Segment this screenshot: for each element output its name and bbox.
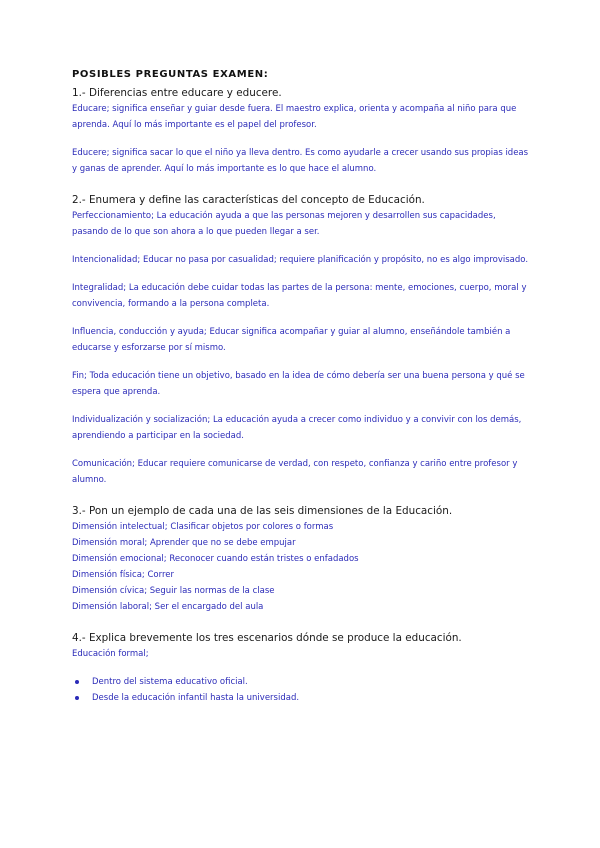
q2-answer-integralidad: Integralidad; La educación debe cuidar todas las partes de la persona: mente, emociones, cuerpo, moral y convivencia, formando a la persona completa.	[72, 283, 527, 309]
document-heading: POSIBLES PREGUNTAS EXAMEN:	[72, 69, 269, 80]
q3-dimension-fisica: Dimensión física; Correr	[72, 570, 174, 580]
document-page	[72, 68, 532, 706]
q2-answer-intencionalidad: Intencionalidad; Educar no pasa por casualidad; requiere planificación y propósito, no es algo improvisado.	[72, 255, 529, 265]
question-3: 3.- Pon un ejemplo de cada una de las seis dimensiones de la Educación.	[72, 505, 453, 517]
bullet-icon	[75, 680, 79, 684]
question-4: 4.- Explica brevemente los tres escenarios dónde se produce la educación.	[72, 632, 462, 644]
list-item	[72, 690, 532, 706]
q3-dimension-emocional: Dimensión emocional; Reconocer cuando están tristes o enfadados	[72, 554, 359, 564]
question-1: 1.- Diferencias entre educare y educere.	[72, 87, 282, 99]
q3-dimension-intelectual: Dimensión intelectual; Clasificar objetos por colores o formas	[72, 522, 334, 532]
question-2: 2.- Enumera y define las características del concepto de Educación.	[72, 194, 425, 206]
q1-answer-educare: Educare; significa enseñar y guiar desde fuera. El maestro explica, orienta y acompaña al niño para que aprenda. Aquí lo más importante es el papel del profesor.	[72, 104, 517, 130]
q2-answer-comunicacion: Comunicación; Educar requiere comunicarse de verdad, con respeto, confianza y cariño entre profesor y alumno.	[72, 459, 518, 485]
list-item-text: Desde la educación infantil hasta la universidad.	[92, 693, 300, 703]
q3-dimension-moral: Dimensión moral; Aprender que no se debe empujar	[72, 538, 296, 548]
list-item	[72, 674, 532, 690]
q3-dimension-laboral: Dimensión laboral; Ser el encargado del aula	[72, 602, 264, 612]
q2-answer-perfeccionamiento: Perfeccionamiento; La educación ayuda a que las personas mejoren y desarrollen sus capacidades, pasando de lo que son ahora a lo que pueden llegar a ser.	[72, 211, 496, 237]
bullet-icon	[75, 696, 79, 700]
q4-bullet-list	[72, 674, 532, 706]
list-item-text: Dentro del sistema educativo oficial.	[92, 677, 248, 687]
q3-dimension-civica: Dimensión cívica; Seguir las normas de la clase	[72, 586, 275, 596]
q1-answer-educere: Educere; significa sacar lo que el niño ya lleva dentro. Es como ayudarle a crecer usando sus propias ideas y ganas de aprender. Aquí lo más importante es lo que hace el alumno.	[72, 148, 529, 174]
q2-answer-influencia: Influencia, conducción y ayuda; Educar significa acompañar y guiar al alumno, enseñándole también a educarse y esforzarse por sí mismo.	[72, 327, 511, 353]
q4-subheading: Educación formal;	[72, 649, 149, 659]
q2-answer-fin: Fin; Toda educación tiene un objetivo, basado en la idea de cómo debería ser una buena persona y qué se espera que aprenda.	[72, 371, 525, 397]
q2-answer-individualizacion: Individualización y socialización; La educación ayuda a crecer como individuo y a convivir con los demás, aprendiendo a participar en la sociedad.	[72, 415, 522, 441]
